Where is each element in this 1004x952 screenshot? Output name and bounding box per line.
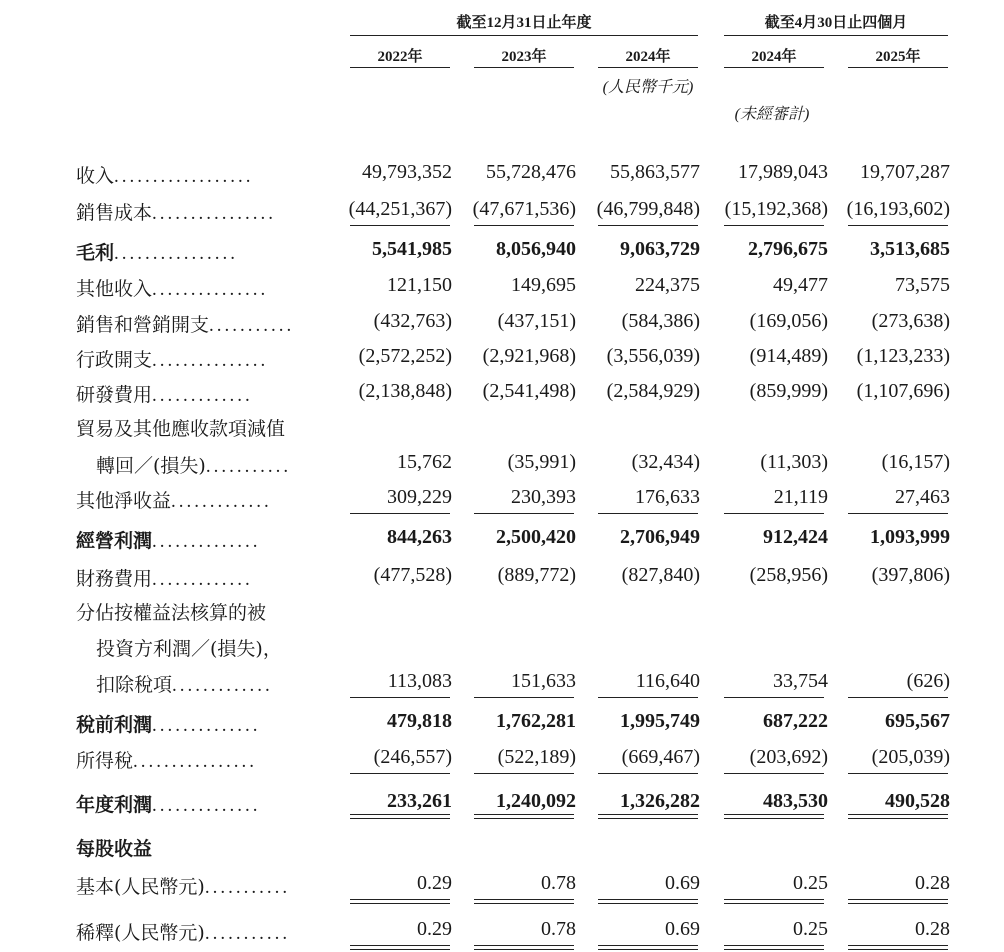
cell-eps-basic-col1: 0.29 bbox=[417, 872, 452, 894]
cell-finance-costs-col5: (397,806) bbox=[871, 564, 950, 586]
total-double-rule-eps-diluted-col5 bbox=[848, 945, 948, 950]
cell-income-tax-col5: (205,039) bbox=[871, 746, 950, 768]
cell-share-of-results-col5: (626) bbox=[906, 670, 950, 692]
cell-other-net-gains-col2: 230,393 bbox=[511, 486, 576, 508]
row-label-text: 年度利潤 bbox=[76, 794, 153, 816]
cell-cost-of-sales-col2: (47,671,536) bbox=[472, 198, 576, 220]
cell-eps-basic-col2: 0.78 bbox=[541, 872, 576, 894]
row-label bbox=[76, 198, 320, 225]
cell-eps-basic-col5: 0.28 bbox=[915, 872, 950, 894]
cell-impairment-reversal-col5: (16,157) bbox=[881, 451, 950, 473]
leader-dots: .............. bbox=[152, 795, 261, 816]
cell-eps-basic-col4: 0.25 bbox=[793, 872, 828, 894]
cell-eps-diluted-col1: 0.29 bbox=[417, 918, 452, 940]
row-cost-of-sales bbox=[0, 194, 1004, 228]
cell-administrative-expenses-col2: (2,921,968) bbox=[482, 345, 576, 367]
row-label bbox=[76, 414, 320, 441]
subtotal-rule-operating-profit-col3 bbox=[598, 513, 698, 514]
cell-rd-expenses-col3: (2,584,929) bbox=[606, 380, 700, 402]
row-other-income bbox=[0, 270, 1004, 304]
row-label bbox=[76, 274, 320, 301]
leader-dots: ........... bbox=[205, 456, 292, 477]
leader-dots: ................ bbox=[133, 751, 258, 772]
cell-share-of-results-col2: 151,633 bbox=[511, 670, 576, 692]
row-selling-marketing-expenses bbox=[0, 306, 1004, 340]
row-label bbox=[76, 746, 320, 773]
subtotal-rule-operating-profit-col2 bbox=[474, 513, 574, 514]
subtotal-rule-operating-profit-col1 bbox=[350, 513, 450, 514]
cell-other-net-gains-col1: 309,229 bbox=[387, 486, 452, 508]
cell-selling-marketing-expenses-col1: (432,763) bbox=[373, 310, 452, 332]
cell-selling-marketing-expenses-col3: (584,386) bbox=[621, 310, 700, 332]
cell-administrative-expenses-col1: (2,572,252) bbox=[358, 345, 452, 367]
row-label-text: 分佔按權益法核算的被 bbox=[76, 602, 267, 624]
cell-rd-expenses-col1: (2,138,848) bbox=[358, 380, 452, 402]
cell-revenue-col2: 55,728,476 bbox=[486, 161, 576, 183]
column-rule-2022 bbox=[350, 67, 450, 68]
leader-dots: ................ bbox=[114, 243, 239, 264]
row-eps-diluted bbox=[0, 914, 1004, 948]
total-double-rule-profit-col2 bbox=[474, 814, 574, 819]
total-double-rule-eps-diluted-col4 bbox=[724, 945, 824, 950]
cell-revenue-col3: 55,863,577 bbox=[610, 161, 700, 183]
cell-impairment-reversal-col4: (11,303) bbox=[760, 451, 828, 473]
row-label bbox=[96, 451, 320, 478]
row-income-tax bbox=[0, 742, 1004, 776]
cell-profit-for-year-col4: 483,530 bbox=[763, 790, 828, 812]
subtotal-rule-profit-before-tax-col1 bbox=[350, 697, 450, 698]
subtotal-rule-gross-profit-col1 bbox=[350, 225, 450, 226]
row-label-text: 投資方利潤／(損失)， bbox=[96, 638, 282, 660]
total-double-rule-eps-basic-col5 bbox=[848, 899, 948, 904]
header-group-annual-rule bbox=[350, 35, 698, 36]
cell-profit-before-tax-col1: 479,818 bbox=[387, 710, 452, 732]
cell-gross-profit-col5: 3,513,685 bbox=[870, 238, 950, 260]
row-label bbox=[76, 564, 320, 591]
subtotal-rule-profit-before-tax-col5 bbox=[848, 697, 948, 698]
cell-finance-costs-col4: (258,956) bbox=[749, 564, 828, 586]
total-double-rule-eps-basic-col2 bbox=[474, 899, 574, 904]
leader-dots: .................. bbox=[114, 166, 254, 187]
row-label-text: 收入 bbox=[76, 165, 115, 187]
cell-gross-profit-col2: 8,056,940 bbox=[496, 238, 576, 260]
cell-share-of-results-col3: 116,640 bbox=[635, 670, 700, 692]
row-share-of-results-label-2 bbox=[0, 630, 1004, 664]
leader-dots: ............. bbox=[171, 491, 272, 512]
cell-other-net-gains-col3: 176,633 bbox=[635, 486, 700, 508]
cell-profit-before-tax-col4: 687,222 bbox=[763, 710, 828, 732]
header-group-annual: 截至12月31日止年度 bbox=[456, 15, 592, 31]
row-label bbox=[76, 380, 320, 407]
row-eps-heading bbox=[0, 830, 1004, 864]
cell-other-net-gains-col4: 21,119 bbox=[773, 486, 828, 508]
column-year-2024: 2024年 bbox=[625, 49, 671, 65]
leader-dots: ........... bbox=[204, 877, 291, 898]
cell-share-of-results-col4: 33,754 bbox=[773, 670, 828, 692]
row-label-text: 基本(人民幣元) bbox=[76, 876, 205, 898]
row-finance-costs bbox=[0, 560, 1004, 594]
leader-dots: ............. bbox=[152, 385, 253, 406]
subtotal-rule-profit-before-tax-col4 bbox=[724, 697, 824, 698]
row-label bbox=[76, 486, 320, 513]
row-label bbox=[76, 598, 320, 625]
unit-note: (人民幣千元) bbox=[602, 79, 694, 96]
row-label bbox=[76, 238, 320, 265]
cell-revenue-col4: 17,989,043 bbox=[738, 161, 828, 183]
row-label bbox=[76, 710, 320, 737]
cell-eps-diluted-col4: 0.25 bbox=[793, 918, 828, 940]
cell-profit-for-year-col1: 233,261 bbox=[387, 790, 452, 812]
total-double-rule-eps-diluted-col1 bbox=[350, 945, 450, 950]
subtotal-rule-gross-profit-col2 bbox=[474, 225, 574, 226]
row-other-net-gains bbox=[0, 482, 1004, 516]
cell-gross-profit-col1: 5,541,985 bbox=[372, 238, 452, 260]
subtotal-rule-operating-profit-col4 bbox=[724, 513, 824, 514]
cell-gross-profit-col4: 2,796,675 bbox=[748, 238, 828, 260]
total-double-rule-eps-basic-col3 bbox=[598, 899, 698, 904]
leader-dots: ............... bbox=[152, 350, 269, 371]
cell-other-income-col2: 149,695 bbox=[511, 274, 576, 296]
cell-revenue-col1: 49,793,352 bbox=[362, 161, 452, 183]
row-label-text: 財務費用 bbox=[76, 568, 153, 590]
cell-selling-marketing-expenses-col5: (273,638) bbox=[871, 310, 950, 332]
row-label-text: 研發費用 bbox=[76, 384, 153, 406]
cell-finance-costs-col2: (889,772) bbox=[497, 564, 576, 586]
cell-rd-expenses-col4: (859,999) bbox=[749, 380, 828, 402]
cell-finance-costs-col1: (477,528) bbox=[373, 564, 452, 586]
cell-operating-profit-col4: 912,424 bbox=[763, 526, 828, 548]
row-label-text: 所得稅 bbox=[76, 750, 134, 772]
cell-impairment-reversal-col2: (35,991) bbox=[507, 451, 576, 473]
column-rule-2024 bbox=[598, 67, 698, 68]
leader-dots: .............. bbox=[152, 715, 261, 736]
leader-dots: ................ bbox=[152, 203, 277, 224]
total-double-rule-profit-col1 bbox=[350, 814, 450, 819]
cell-share-of-results-col1: 113,083 bbox=[387, 670, 452, 692]
cell-eps-basic-col3: 0.69 bbox=[665, 872, 700, 894]
row-label-text: 轉回／(損失) bbox=[96, 455, 206, 477]
row-label-text: 銷售成本 bbox=[76, 202, 153, 224]
total-double-rule-eps-diluted-col2 bbox=[474, 945, 574, 950]
cell-profit-before-tax-col5: 695,567 bbox=[885, 710, 950, 732]
row-share-of-results bbox=[0, 666, 1004, 700]
subtotal-rule-profit-before-tax-col3 bbox=[598, 697, 698, 698]
row-impairment-reversal bbox=[0, 447, 1004, 481]
cell-income-tax-col3: (669,467) bbox=[621, 746, 700, 768]
row-label bbox=[76, 790, 320, 817]
cell-other-income-col3: 224,375 bbox=[635, 274, 700, 296]
subtotal-rule-profit-before-tax-col2 bbox=[474, 697, 574, 698]
row-label bbox=[76, 345, 320, 372]
row-operating-profit bbox=[0, 522, 1004, 556]
row-label-text: 稀釋(人民幣元) bbox=[76, 922, 205, 944]
cell-operating-profit-col2: 2,500,420 bbox=[496, 526, 576, 548]
subtotal-rule-gross-profit-col4 bbox=[724, 225, 824, 226]
row-eps-basic bbox=[0, 868, 1004, 902]
cell-eps-diluted-col2: 0.78 bbox=[541, 918, 576, 940]
cell-other-income-col4: 49,477 bbox=[773, 274, 828, 296]
leader-dots: ........... bbox=[209, 315, 295, 336]
row-label-text: 其他收入 bbox=[76, 278, 153, 300]
cell-profit-before-tax-col3: 1,995,749 bbox=[620, 710, 700, 732]
row-label bbox=[76, 310, 320, 337]
row-label-text: 經營利潤 bbox=[76, 530, 153, 552]
cell-administrative-expenses-col4: (914,489) bbox=[749, 345, 828, 367]
subtotal-rule-gross-profit-col3 bbox=[598, 225, 698, 226]
row-impairment-label bbox=[0, 410, 1004, 444]
cell-cost-of-sales-col5: (16,193,602) bbox=[846, 198, 950, 220]
row-label-text: 毛利 bbox=[76, 242, 115, 264]
row-label-text: 每股收益 bbox=[76, 838, 153, 860]
total-double-rule-eps-basic-col1 bbox=[350, 899, 450, 904]
cell-gross-profit-col3: 9,063,729 bbox=[620, 238, 700, 260]
row-label bbox=[96, 670, 320, 697]
row-share-of-results-label-1 bbox=[0, 594, 1004, 628]
header-group-four-months-rule bbox=[724, 35, 948, 36]
column-year-2025-four-months: 2025年 bbox=[875, 49, 921, 65]
cell-profit-for-year-col3: 1,326,282 bbox=[620, 790, 700, 812]
total-double-rule-eps-diluted-col3 bbox=[598, 945, 698, 950]
cell-other-income-col1: 121,150 bbox=[387, 274, 452, 296]
row-label bbox=[96, 634, 320, 661]
row-label-text: 貿易及其他應收款項減值 bbox=[76, 418, 286, 440]
row-label bbox=[76, 918, 320, 945]
cell-income-tax-col2: (522,189) bbox=[497, 746, 576, 768]
total-double-rule-profit-col3 bbox=[598, 814, 698, 819]
cell-other-net-gains-col5: 27,463 bbox=[895, 486, 950, 508]
total-double-rule-eps-basic-col4 bbox=[724, 899, 824, 904]
cell-profit-before-tax-col2: 1,762,281 bbox=[496, 710, 576, 732]
subtotal-rule-profit-for-year-col4 bbox=[724, 773, 824, 774]
cell-income-tax-col1: (246,557) bbox=[373, 746, 452, 768]
header-group-four-months: 截至4月30日止四個月 bbox=[764, 15, 908, 31]
cell-impairment-reversal-col3: (32,434) bbox=[631, 451, 700, 473]
cell-finance-costs-col3: (827,840) bbox=[621, 564, 700, 586]
cell-rd-expenses-col5: (1,107,696) bbox=[856, 380, 950, 402]
row-rd-expenses bbox=[0, 376, 1004, 410]
cell-operating-profit-col1: 844,263 bbox=[387, 526, 452, 548]
cell-cost-of-sales-col4: (15,192,368) bbox=[724, 198, 828, 220]
cell-administrative-expenses-col5: (1,123,233) bbox=[856, 345, 950, 367]
cell-operating-profit-col5: 1,093,999 bbox=[870, 526, 950, 548]
row-administrative-expenses bbox=[0, 341, 1004, 375]
leader-dots: ............. bbox=[172, 675, 273, 696]
row-profit-before-tax bbox=[0, 706, 1004, 740]
row-label-text: 扣除稅項 bbox=[96, 674, 173, 696]
row-label-text: 銷售和營銷開支 bbox=[76, 314, 210, 336]
subtotal-rule-profit-for-year-col3 bbox=[598, 773, 698, 774]
column-rule-2023 bbox=[474, 67, 574, 68]
subtotal-rule-gross-profit-col5 bbox=[848, 225, 948, 226]
column-rule-2024-four-months bbox=[724, 67, 824, 68]
cell-revenue-col5: 19,707,287 bbox=[860, 161, 950, 183]
total-double-rule-profit-col4 bbox=[724, 814, 824, 819]
cell-cost-of-sales-col1: (44,251,367) bbox=[348, 198, 452, 220]
row-label-text: 其他淨收益 bbox=[76, 490, 172, 512]
cell-eps-diluted-col5: 0.28 bbox=[915, 918, 950, 940]
cell-impairment-reversal-col1: 15,762 bbox=[397, 451, 452, 473]
column-year-2024-four-months: 2024年 bbox=[751, 49, 797, 65]
row-label-text: 稅前利潤 bbox=[76, 714, 153, 736]
leader-dots: .............. bbox=[152, 531, 261, 552]
total-double-rule-profit-col5 bbox=[848, 814, 948, 819]
cell-other-income-col5: 73,575 bbox=[895, 274, 950, 296]
subtotal-rule-profit-for-year-col1 bbox=[350, 773, 450, 774]
column-rule-2025-four-months bbox=[848, 67, 948, 68]
cell-profit-for-year-col2: 1,240,092 bbox=[496, 790, 576, 812]
row-label bbox=[76, 872, 320, 899]
column-year-2023: 2023年 bbox=[501, 49, 547, 65]
row-label bbox=[76, 161, 320, 188]
cell-operating-profit-col3: 2,706,949 bbox=[620, 526, 700, 548]
row-label-text: 行政開支 bbox=[76, 349, 153, 371]
subtotal-rule-profit-for-year-col5 bbox=[848, 773, 948, 774]
cell-selling-marketing-expenses-col4: (169,056) bbox=[749, 310, 828, 332]
row-label bbox=[76, 834, 320, 861]
subtotal-rule-operating-profit-col5 bbox=[848, 513, 948, 514]
cell-administrative-expenses-col3: (3,556,039) bbox=[606, 345, 700, 367]
cell-eps-diluted-col3: 0.69 bbox=[665, 918, 700, 940]
unaudited-note: (未經審計) bbox=[734, 106, 810, 123]
row-revenue bbox=[0, 157, 1004, 191]
leader-dots: ............... bbox=[152, 279, 269, 300]
row-gross-profit bbox=[0, 234, 1004, 268]
column-year-2022: 2022年 bbox=[377, 49, 423, 65]
cell-profit-for-year-col5: 490,528 bbox=[885, 790, 950, 812]
subtotal-rule-profit-for-year-col2 bbox=[474, 773, 574, 774]
row-label bbox=[76, 526, 320, 553]
leader-dots: ............. bbox=[152, 569, 253, 590]
cell-cost-of-sales-col3: (46,799,848) bbox=[596, 198, 700, 220]
cell-rd-expenses-col2: (2,541,498) bbox=[482, 380, 576, 402]
leader-dots: ........... bbox=[204, 923, 291, 944]
cell-income-tax-col4: (203,692) bbox=[749, 746, 828, 768]
cell-selling-marketing-expenses-col2: (437,151) bbox=[497, 310, 576, 332]
